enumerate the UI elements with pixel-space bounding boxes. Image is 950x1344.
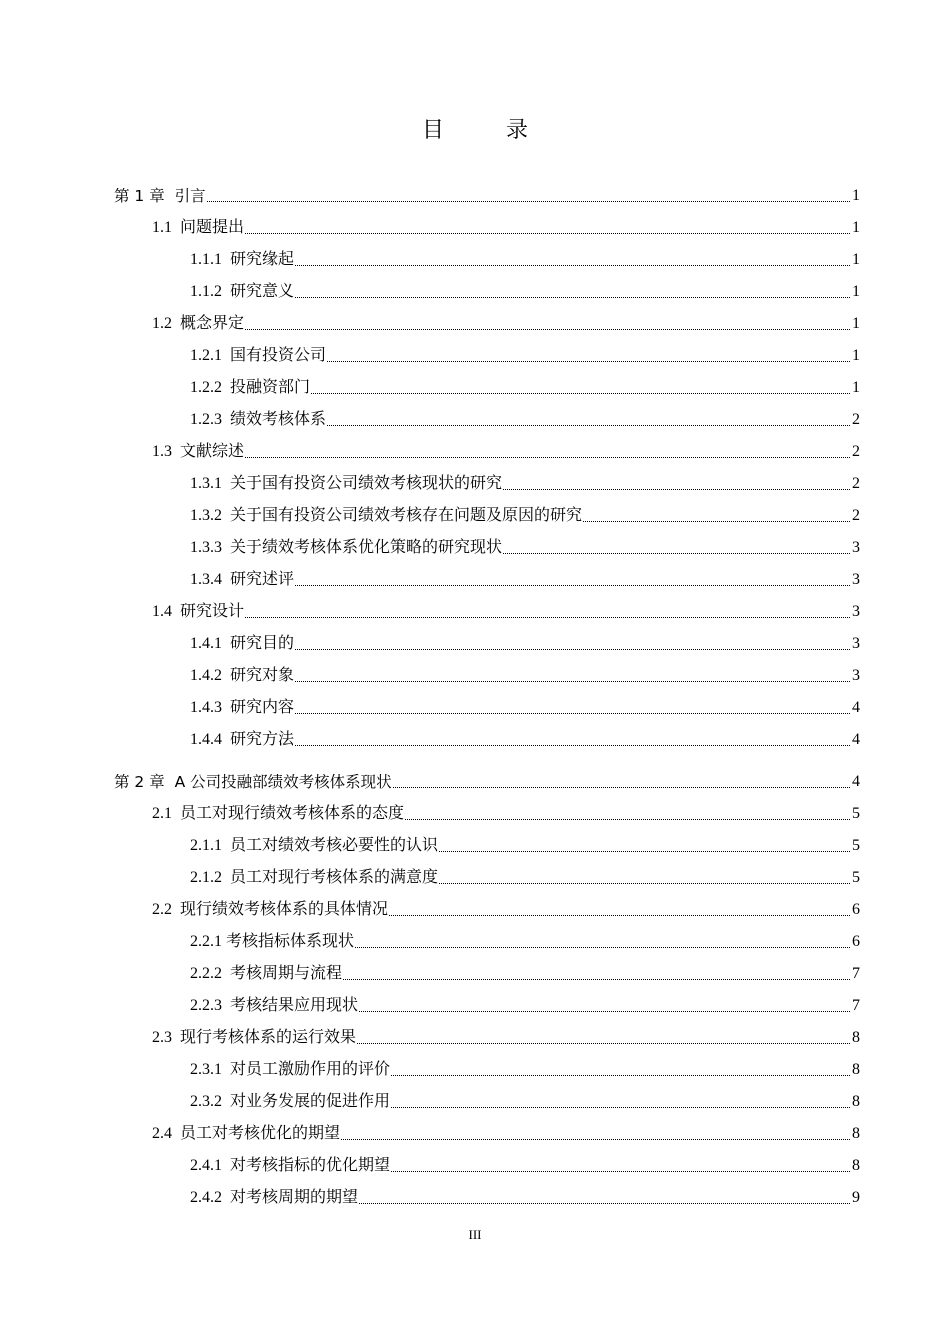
toc-entry-label: 1.4.4 研究方法 [190, 731, 295, 748]
dot-leader [295, 744, 850, 746]
toc-subsection-entry[interactable] [190, 928, 860, 952]
dot-leader [295, 648, 850, 650]
toc-subsection-entry[interactable] [190, 1152, 860, 1176]
toc-entry-label: 1.4 研究设计 [152, 603, 245, 620]
toc-subsection-entry[interactable] [190, 864, 860, 888]
dot-leader [391, 1074, 850, 1076]
toc-entry-label: 1.2.2 投融资部门 [190, 379, 311, 396]
dot-leader [245, 456, 850, 458]
dot-leader [245, 328, 850, 330]
dot-leader [341, 1138, 850, 1140]
toc-entry-page: 3 [852, 539, 860, 556]
toc-entry-label: 2.3.1 对员工激励作用的评价 [190, 1061, 391, 1078]
dot-leader [295, 712, 850, 714]
toc-entry-page: 1 [852, 283, 860, 300]
toc-entry-page: 3 [852, 571, 860, 588]
toc-entry-page: 1 [852, 347, 860, 364]
toc-entry-label: 2.2.1 考核指标体系现状 [190, 933, 355, 950]
toc-entry-label: 2.2 现行绩效考核体系的具体情况 [152, 901, 389, 918]
toc-entry-label: 2.3 现行考核体系的运行效果 [152, 1029, 357, 1046]
dot-leader [503, 552, 850, 554]
toc-section-entry[interactable] [152, 310, 860, 334]
toc-section-entry[interactable] [152, 1120, 860, 1144]
toc-entry-page: 2 [852, 411, 860, 428]
toc-subsection-entry[interactable] [190, 566, 860, 590]
dot-leader [359, 1202, 850, 1204]
toc-entry-label: 2.2.3 考核结果应用现状 [190, 997, 359, 1014]
dot-leader [357, 1042, 850, 1044]
toc-title: 目 录 [421, 118, 548, 143]
toc-subsection-entry[interactable] [190, 470, 860, 494]
toc-entry-page: 7 [852, 965, 860, 982]
toc-entry-label: 第 1 章 引言 [114, 187, 206, 205]
dot-leader [327, 360, 850, 362]
toc-chapter-entry[interactable] [114, 182, 860, 206]
toc-entry-page: 8 [852, 1029, 860, 1046]
toc-entry-page: 2 [852, 507, 860, 524]
toc-entry-page: 3 [852, 603, 860, 620]
dot-leader [295, 584, 850, 586]
toc-entry-label: 2.2.2 考核周期与流程 [190, 965, 343, 982]
dot-leader [389, 914, 850, 916]
toc-entry-page: 2 [852, 475, 860, 492]
toc-entry-label: 2.1 员工对现行绩效考核体系的态度 [152, 805, 405, 822]
dot-leader [503, 488, 850, 490]
toc-entry-label: 1.2.1 国有投资公司 [190, 347, 327, 364]
toc-subsection-entry[interactable] [190, 374, 860, 398]
toc-section-entry[interactable] [152, 598, 860, 622]
toc-entry-label: 2.4.1 对考核指标的优化期望 [190, 1157, 391, 1174]
toc-subsection-entry[interactable] [190, 694, 860, 718]
dot-leader [391, 1106, 850, 1108]
dot-leader [311, 392, 850, 394]
toc-entry-label: 2.3.2 对业务发展的促进作用 [190, 1093, 391, 1110]
toc-entry-page: 2 [852, 443, 860, 460]
toc-entry-label: 1.4.1 研究目的 [190, 635, 295, 652]
toc-subsection-entry[interactable] [190, 1184, 860, 1208]
toc-entry-label: 2.4 员工对考核优化的期望 [152, 1125, 341, 1142]
toc-section-entry[interactable] [152, 800, 860, 824]
toc-entry-page: 1 [852, 315, 860, 332]
dot-leader [343, 978, 850, 980]
toc-entry-page: 1 [852, 379, 860, 396]
dot-leader [583, 520, 850, 522]
toc-entry-label: 1.4.2 研究对象 [190, 667, 295, 684]
dot-leader [295, 264, 850, 266]
toc-entry-label: 1.3 文献综述 [152, 443, 245, 460]
toc-entry-page: 8 [852, 1157, 860, 1174]
toc-entry-page: 8 [852, 1061, 860, 1078]
dot-leader [327, 424, 850, 426]
toc-entry-page: 8 [852, 1093, 860, 1110]
dot-leader [391, 1170, 850, 1172]
toc-entry-label: 1.1 问题提出 [152, 219, 245, 236]
dot-leader [295, 296, 850, 298]
toc-section-entry[interactable] [152, 438, 860, 462]
dot-leader [439, 882, 850, 884]
toc-entry-label: 1.2.3 绩效考核体系 [190, 411, 327, 428]
toc-subsection-entry[interactable] [190, 960, 860, 984]
toc-entry-page: 4 [852, 731, 860, 748]
page-number-footer: III [468, 1227, 482, 1242]
toc-section-entry[interactable] [152, 214, 860, 238]
toc-subsection-entry[interactable] [190, 1088, 860, 1112]
toc-entry-label: 2.1.1 员工对绩效考核必要性的认识 [190, 837, 439, 854]
toc-subsection-entry[interactable] [190, 832, 860, 856]
toc-chapter-entry[interactable] [114, 768, 860, 792]
toc-entry-label: 1.3.2 关于国有投资公司绩效考核存在问题及原因的研究 [190, 507, 583, 524]
toc-entry-page: 5 [852, 805, 860, 822]
toc-entry-page: 1 [852, 251, 860, 268]
toc-entry-label: 第 2 章 A 公司投融部绩效考核体系现状 [114, 773, 392, 791]
toc-entry-page: 1 [852, 219, 860, 236]
dot-leader [207, 200, 850, 202]
toc-subsection-entry[interactable] [190, 726, 860, 750]
dot-leader [439, 850, 850, 852]
toc-entry-page: 1 [852, 187, 860, 204]
toc-section-entry[interactable] [152, 896, 860, 920]
toc-section-entry[interactable] [152, 1024, 860, 1048]
dot-leader [405, 818, 850, 820]
toc-entry-page: 9 [852, 1189, 860, 1206]
toc-entry-page: 4 [852, 699, 860, 716]
toc-entry-page: 7 [852, 997, 860, 1014]
toc-entry-label: 1.3.3 关于绩效考核体系优化策略的研究现状 [190, 539, 503, 556]
toc-entry-label: 1.1.2 研究意义 [190, 283, 295, 300]
toc-entry-label: 1.3.1 关于国有投资公司绩效考核现状的研究 [190, 475, 503, 492]
toc-subsection-entry[interactable] [190, 502, 860, 526]
toc-entry-label: 2.4.2 对考核周期的期望 [190, 1189, 359, 1206]
toc-entry-page: 5 [852, 869, 860, 886]
toc-subsection-entry[interactable] [190, 246, 860, 270]
toc-entry-label: 1.1.1 研究缘起 [190, 251, 295, 268]
toc-entry-page: 6 [852, 901, 860, 918]
toc-subsection-entry[interactable] [190, 342, 860, 366]
dot-leader [355, 946, 850, 948]
toc-subsection-entry[interactable] [190, 992, 860, 1016]
dot-leader [245, 616, 850, 618]
toc-entry-label: 2.1.2 员工对现行考核体系的满意度 [190, 869, 439, 886]
toc-entry-page: 8 [852, 1125, 860, 1142]
toc-entry-label: 1.4.3 研究内容 [190, 699, 295, 716]
toc-entry-page: 3 [852, 635, 860, 652]
toc-entry-label: 1.3.4 研究述评 [190, 571, 295, 588]
toc-subsection-entry[interactable] [190, 406, 860, 430]
dot-leader [359, 1010, 850, 1012]
dot-leader [393, 786, 850, 788]
toc-entry-page: 3 [852, 667, 860, 684]
toc-subsection-entry[interactable] [190, 1056, 860, 1080]
dot-leader [295, 680, 850, 682]
toc-entry-label: 1.2 概念界定 [152, 315, 245, 332]
toc-entry-page: 4 [852, 773, 860, 790]
toc-subsection-entry[interactable] [190, 534, 860, 558]
toc-entry-page: 5 [852, 837, 860, 854]
toc-subsection-entry[interactable] [190, 278, 860, 302]
toc-entry-page: 6 [852, 933, 860, 950]
toc-subsection-entry[interactable] [190, 662, 860, 686]
toc-subsection-entry[interactable] [190, 630, 860, 654]
dot-leader [245, 232, 850, 234]
